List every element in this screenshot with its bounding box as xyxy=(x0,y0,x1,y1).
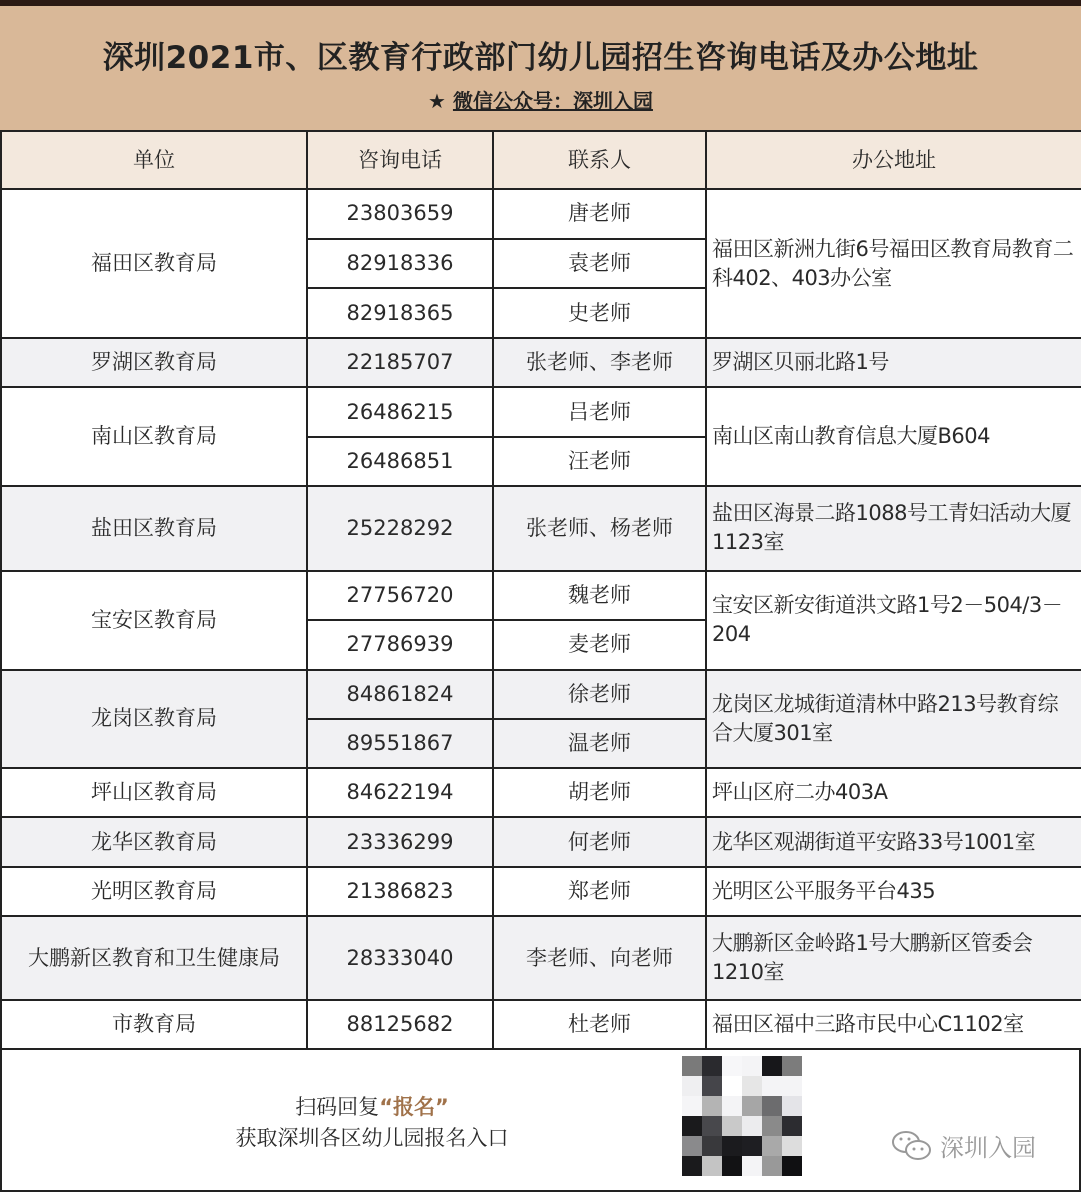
address-cell: 罗湖区贝丽北路1号 xyxy=(706,338,1081,387)
qr-module xyxy=(742,1136,762,1156)
star-icon: ★ xyxy=(428,89,446,113)
phone-cell: 28333040 xyxy=(307,916,493,1000)
address-cell: 福田区福中三路市民中心C1102室 xyxy=(706,1000,1081,1049)
address-cell: 龙华区观湖街道平安路33号1001室 xyxy=(706,817,1081,866)
phone-cell: 84861824 xyxy=(307,670,493,719)
address-cell: 坪山区府二办403A xyxy=(706,768,1081,817)
contact-cell: 杜老师 xyxy=(493,1000,706,1049)
table-row xyxy=(1,189,1081,239)
phone-cell: 23803659 xyxy=(307,189,493,239)
brand-watermark xyxy=(890,1128,1036,1163)
qr-module xyxy=(682,1056,702,1076)
footer xyxy=(0,1050,1081,1192)
unit-cell: 盐田区教育局 xyxy=(1,486,307,571)
table-row xyxy=(1,916,1081,1000)
contact-cell: 胡老师 xyxy=(493,768,706,817)
phone-cell: 88125682 xyxy=(307,1000,493,1049)
wechat-account: 微信公众号：深圳入园 xyxy=(452,89,653,113)
qr-module xyxy=(682,1156,702,1176)
qr-module xyxy=(742,1156,762,1176)
table-row xyxy=(1,867,1081,916)
table-row xyxy=(1,670,1081,719)
column-header-address: 办公地址 xyxy=(706,131,1081,189)
table-row xyxy=(1,338,1081,387)
column-header-row xyxy=(1,131,1081,189)
qr-module xyxy=(722,1116,742,1136)
unit-cell: 宝安区教育局 xyxy=(1,571,307,670)
unit-cell: 坪山区教育局 xyxy=(1,768,307,817)
unit-cell: 大鹏新区教育和卫生健康局 xyxy=(1,916,307,1000)
qr-module xyxy=(682,1096,702,1116)
unit-cell: 市教育局 xyxy=(1,1000,307,1049)
brand-name: 深圳入园 xyxy=(940,1134,1036,1163)
contact-table xyxy=(0,130,1081,1050)
qr-module xyxy=(722,1076,742,1096)
qr-module xyxy=(782,1156,802,1176)
qr-module xyxy=(762,1076,782,1096)
qr-module xyxy=(762,1116,782,1136)
qr-module xyxy=(742,1056,762,1076)
qr-module xyxy=(702,1116,722,1136)
table-row xyxy=(1,817,1081,866)
column-header-contact: 联系人 xyxy=(493,131,706,189)
address-cell: 福田区新洲九街6号福田区教育局教育二科402、403办公室 xyxy=(706,189,1081,338)
unit-cell: 罗湖区教育局 xyxy=(1,338,307,387)
phone-cell: 89551867 xyxy=(307,719,493,768)
qr-module xyxy=(742,1096,762,1116)
qr-module xyxy=(762,1056,782,1076)
phone-cell: 25228292 xyxy=(307,486,493,571)
address-cell: 宝安区新安街道洪文路1号2－504/3－204 xyxy=(706,571,1081,670)
address-cell: 盐田区海景二路1088号工青妇活动大厦1123室 xyxy=(706,486,1081,571)
contact-cell: 徐老师 xyxy=(493,670,706,719)
unit-cell: 福田区教育局 xyxy=(1,189,307,338)
table-row xyxy=(1,571,1081,620)
qr-module xyxy=(722,1056,742,1076)
qr-module xyxy=(722,1156,742,1176)
qr-module xyxy=(782,1116,802,1136)
qr-module xyxy=(682,1116,702,1136)
phone-cell: 27756720 xyxy=(307,571,493,620)
qr-module xyxy=(782,1096,802,1116)
qr-module xyxy=(742,1116,762,1136)
phone-cell: 27786939 xyxy=(307,620,493,669)
phone-cell: 23336299 xyxy=(307,817,493,866)
qr-module xyxy=(722,1096,742,1116)
column-header-phone: 咨询电话 xyxy=(307,131,493,189)
title-banner xyxy=(0,0,1081,130)
subtitle xyxy=(0,85,1081,114)
qr-code[interactable] xyxy=(682,1056,802,1176)
contact-cell: 吕老师 xyxy=(493,387,706,436)
address-cell: 大鹏新区金岭路1号大鹏新区管委会1210室 xyxy=(706,916,1081,1000)
footer-description: 获取深圳各区幼儿园报名入口 xyxy=(235,1126,509,1151)
qr-module xyxy=(742,1076,762,1096)
phone-cell: 26486215 xyxy=(307,387,493,436)
contact-cell: 张老师、杨老师 xyxy=(493,486,706,571)
phone-cell: 82918336 xyxy=(307,239,493,289)
contact-cell: 李老师、向老师 xyxy=(493,916,706,1000)
table-row xyxy=(1,768,1081,817)
qr-module xyxy=(682,1136,702,1156)
contact-cell: 袁老师 xyxy=(493,239,706,289)
qr-module xyxy=(762,1156,782,1176)
unit-cell: 光明区教育局 xyxy=(1,867,307,916)
footer-keyword: “报名” xyxy=(379,1095,449,1120)
qr-module xyxy=(782,1136,802,1156)
column-header-unit: 单位 xyxy=(1,131,307,189)
unit-cell: 龙华区教育局 xyxy=(1,817,307,866)
phone-cell: 26486851 xyxy=(307,437,493,486)
page-title: 深圳2021市、区教育行政部门幼儿园招生咨询电话及办公地址 xyxy=(102,40,979,76)
table-row xyxy=(1,387,1081,436)
qr-module xyxy=(762,1136,782,1156)
qr-module xyxy=(702,1096,722,1116)
contact-cell: 魏老师 xyxy=(493,571,706,620)
unit-cell: 南山区教育局 xyxy=(1,387,307,486)
address-cell: 南山区南山教育信息大厦B604 xyxy=(706,387,1081,486)
address-cell: 龙岗区龙城街道清林中路213号教育综合大厦301室 xyxy=(706,670,1081,769)
qr-module xyxy=(722,1136,742,1156)
contact-cell: 张老师、李老师 xyxy=(493,338,706,387)
phone-cell: 21386823 xyxy=(307,867,493,916)
qr-module xyxy=(702,1156,722,1176)
table-row xyxy=(1,1000,1081,1049)
contact-cell: 汪老师 xyxy=(493,437,706,486)
phone-cell: 84622194 xyxy=(307,768,493,817)
qr-module xyxy=(702,1076,722,1096)
footer-prompt: 扫码回复 xyxy=(295,1095,380,1120)
qr-module xyxy=(702,1056,722,1076)
contact-cell: 唐老师 xyxy=(493,189,706,239)
phone-cell: 22185707 xyxy=(307,338,493,387)
footer-text xyxy=(202,1092,542,1154)
contact-cell: 史老师 xyxy=(493,288,706,338)
address-cell: 光明区公平服务平台435 xyxy=(706,867,1081,916)
wechat-icon xyxy=(890,1129,934,1163)
qr-module xyxy=(782,1076,802,1096)
contact-cell: 郑老师 xyxy=(493,867,706,916)
phone-cell: 82918365 xyxy=(307,288,493,338)
contact-cell: 温老师 xyxy=(493,719,706,768)
unit-cell: 龙岗区教育局 xyxy=(1,670,307,769)
qr-module xyxy=(682,1076,702,1096)
qr-module xyxy=(762,1096,782,1116)
qr-module xyxy=(782,1056,802,1076)
contact-cell: 何老师 xyxy=(493,817,706,866)
contact-cell: 麦老师 xyxy=(493,620,706,669)
table-row xyxy=(1,486,1081,571)
qr-module xyxy=(702,1136,722,1156)
